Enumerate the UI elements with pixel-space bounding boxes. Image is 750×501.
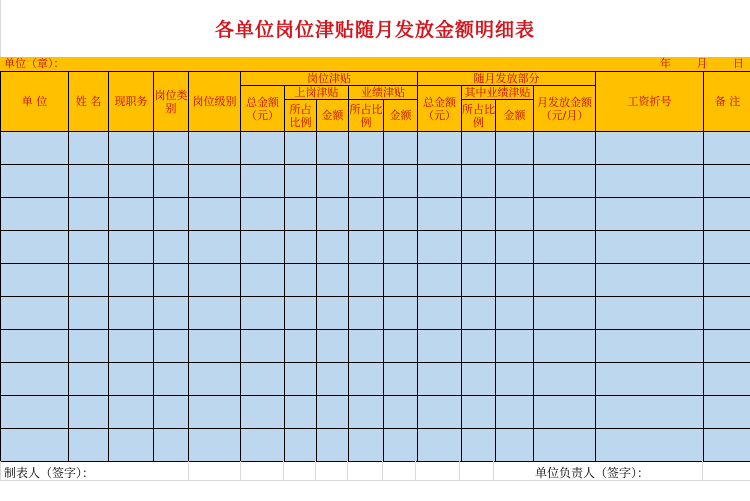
table-cell[interactable] — [285, 264, 317, 297]
table-cell[interactable] — [154, 132, 189, 165]
table-cell[interactable] — [462, 363, 496, 396]
table-cell[interactable] — [496, 231, 534, 264]
table-cell[interactable] — [462, 165, 496, 198]
table-cell[interactable] — [596, 165, 704, 198]
table-cell[interactable] — [496, 429, 534, 462]
table-cell[interactable] — [69, 429, 109, 462]
table-cell[interactable] — [241, 429, 285, 462]
table-cell[interactable] — [384, 165, 418, 198]
table-cell[interactable] — [418, 396, 462, 429]
table-cell[interactable] — [534, 330, 596, 363]
table-cell[interactable] — [384, 132, 418, 165]
table-cell[interactable] — [534, 198, 596, 231]
table-cell[interactable] — [384, 396, 418, 429]
table-cell[interactable] — [317, 165, 349, 198]
table-cell[interactable] — [704, 231, 750, 264]
table-cell[interactable] — [317, 396, 349, 429]
preparer-signature-label: 制表人（签字）： — [4, 466, 95, 480]
table-cell[interactable] — [534, 264, 596, 297]
table-cell[interactable] — [69, 198, 109, 231]
table-cell[interactable] — [534, 231, 596, 264]
table-row — [1, 330, 750, 363]
table-cell[interactable] — [189, 132, 241, 165]
table-cell[interactable] — [241, 165, 285, 198]
table-cell[interactable] — [317, 330, 349, 363]
table-cell[interactable] — [462, 429, 496, 462]
table-cell[interactable] — [496, 198, 534, 231]
table-row — [1, 396, 750, 429]
table-cell[interactable] — [596, 231, 704, 264]
table-row — [1, 297, 750, 330]
table-cell[interactable] — [534, 429, 596, 462]
table-row — [1, 165, 750, 198]
table-cell[interactable] — [241, 363, 285, 396]
table-cell[interactable] — [317, 363, 349, 396]
table-cell[interactable] — [349, 198, 384, 231]
table-cell[interactable] — [189, 231, 241, 264]
table-cell[interactable] — [109, 165, 154, 198]
detail-table — [0, 71, 750, 462]
table-cell[interactable] — [418, 297, 462, 330]
table-cell[interactable] — [496, 132, 534, 165]
table-cell[interactable] — [109, 330, 154, 363]
table-cell[interactable] — [154, 231, 189, 264]
table-cell[interactable] — [496, 396, 534, 429]
unit-row — [0, 57, 750, 71]
table-cell[interactable] — [496, 297, 534, 330]
table-cell[interactable] — [285, 363, 317, 396]
table-cell[interactable] — [241, 396, 285, 429]
table-cell[interactable] — [69, 330, 109, 363]
table-cell[interactable] — [704, 429, 750, 462]
table-cell[interactable] — [241, 297, 285, 330]
table-row — [1, 429, 750, 462]
header-monthly-perf-amount: 金额 — [496, 100, 534, 132]
unit-label: 单位（章）： — [4, 57, 65, 70]
table-cell[interactable] — [418, 429, 462, 462]
table-cell[interactable] — [349, 297, 384, 330]
unit-head-signature-label: 单位负责人（签字）： — [535, 466, 650, 480]
table-cell[interactable] — [384, 231, 418, 264]
header-post-level: 岗位级别 — [189, 72, 241, 132]
header-perf-amount: 金额 — [384, 100, 418, 132]
header-performance-allowance: 业绩津贴 — [349, 86, 418, 100]
table-cell[interactable] — [596, 363, 704, 396]
table-cell[interactable] — [349, 330, 384, 363]
table-cell[interactable] — [241, 231, 285, 264]
table-cell[interactable] — [1, 363, 69, 396]
table-cell[interactable] — [462, 396, 496, 429]
table-cell[interactable] — [534, 363, 596, 396]
table-cell[interactable] — [462, 297, 496, 330]
table-cell[interactable] — [496, 363, 534, 396]
month-label: 月 — [696, 57, 708, 70]
table-cell[interactable] — [154, 198, 189, 231]
header-monthly-perf-ratio: 所占比例 — [462, 100, 496, 132]
table-cell[interactable] — [317, 132, 349, 165]
table-cell[interactable] — [418, 231, 462, 264]
table-cell[interactable] — [154, 363, 189, 396]
table-cell[interactable] — [285, 231, 317, 264]
table-cell[interactable] — [1, 132, 69, 165]
table-cell[interactable] — [1, 198, 69, 231]
header-unit: 单 位 — [1, 72, 69, 132]
header-post-allowance: 岗位津贴 — [241, 72, 418, 86]
footer — [0, 461, 750, 501]
header-monthly-part: 随月发放部分 — [418, 72, 596, 86]
table-cell[interactable] — [418, 198, 462, 231]
table-cell[interactable] — [1, 264, 69, 297]
table-cell[interactable] — [285, 132, 317, 165]
table-cell[interactable] — [384, 363, 418, 396]
header-name: 姓 名 — [69, 72, 109, 132]
date-fields — [638, 57, 744, 71]
table-cell[interactable] — [109, 429, 154, 462]
table-cell[interactable] — [154, 297, 189, 330]
table-cell[interactable] — [189, 330, 241, 363]
header-monthly-perf-allowance: 其中业绩津贴 — [462, 86, 534, 100]
table-cell[interactable] — [534, 165, 596, 198]
table-cell[interactable] — [285, 165, 317, 198]
table-cell[interactable] — [596, 132, 704, 165]
header-perf-ratio: 所占比例 — [349, 100, 384, 132]
table-cell[interactable] — [596, 330, 704, 363]
table-row — [1, 264, 750, 297]
table-cell[interactable] — [241, 264, 285, 297]
table-cell[interactable] — [418, 363, 462, 396]
table-cell[interactable] — [596, 264, 704, 297]
table-cell[interactable] — [189, 264, 241, 297]
table-cell[interactable] — [462, 132, 496, 165]
table-cell[interactable] — [317, 198, 349, 231]
table-cell[interactable] — [534, 297, 596, 330]
table-cell[interactable] — [154, 330, 189, 363]
table-cell[interactable] — [349, 429, 384, 462]
header-upper-ratio: 所占比例 — [285, 100, 317, 132]
table-cell[interactable] — [496, 330, 534, 363]
table-cell[interactable] — [285, 429, 317, 462]
table-cell[interactable] — [1, 396, 69, 429]
table-cell[interactable] — [704, 264, 750, 297]
header-monthly-total: 总金额（元） — [418, 86, 462, 132]
table-cell[interactable] — [189, 429, 241, 462]
table-cell[interactable] — [241, 132, 285, 165]
table-cell[interactable] — [69, 363, 109, 396]
table-cell[interactable] — [418, 165, 462, 198]
table-cell[interactable] — [285, 396, 317, 429]
table-cell[interactable] — [109, 396, 154, 429]
table-cell[interactable] — [69, 165, 109, 198]
table-cell[interactable] — [534, 396, 596, 429]
table-cell[interactable] — [384, 198, 418, 231]
table-cell[interactable] — [109, 297, 154, 330]
table-cell[interactable] — [418, 132, 462, 165]
table-row — [1, 363, 750, 396]
table-cell[interactable] — [1, 297, 69, 330]
header-upper-amount: 金额 — [317, 100, 349, 132]
table-cell[interactable] — [496, 264, 534, 297]
table-cell[interactable] — [1, 330, 69, 363]
table-cell[interactable] — [189, 165, 241, 198]
table-cell[interactable] — [349, 165, 384, 198]
table-cell[interactable] — [154, 264, 189, 297]
table-cell[interactable] — [69, 264, 109, 297]
table-cell[interactable] — [109, 198, 154, 231]
table-cell[interactable] — [241, 330, 285, 363]
table-cell[interactable] — [462, 231, 496, 264]
table-cell[interactable] — [704, 363, 750, 396]
table-cell[interactable] — [285, 330, 317, 363]
table-cell[interactable] — [189, 297, 241, 330]
table-cell[interactable] — [462, 264, 496, 297]
table-cell[interactable] — [349, 264, 384, 297]
header-salary-account: 工资折号 — [596, 72, 704, 132]
table-cell[interactable] — [69, 132, 109, 165]
table-cell[interactable] — [109, 264, 154, 297]
table-cell[interactable] — [462, 198, 496, 231]
table-cell[interactable] — [349, 396, 384, 429]
table-cell[interactable] — [189, 396, 241, 429]
table-cell[interactable] — [189, 363, 241, 396]
table-cell[interactable] — [317, 264, 349, 297]
table-cell[interactable] — [285, 297, 317, 330]
table-cell[interactable] — [384, 297, 418, 330]
table-cell[interactable] — [704, 396, 750, 429]
header-current-position: 现职务 — [109, 72, 154, 132]
table-cell[interactable] — [349, 363, 384, 396]
table-cell[interactable] — [596, 198, 704, 231]
table-cell[interactable] — [704, 198, 750, 231]
table-cell[interactable] — [704, 165, 750, 198]
table-row — [1, 231, 750, 264]
table-cell[interactable] — [285, 198, 317, 231]
table-cell[interactable] — [317, 297, 349, 330]
table-cell[interactable] — [704, 330, 750, 363]
table-cell[interactable] — [241, 198, 285, 231]
table-cell[interactable] — [69, 297, 109, 330]
table-cell[interactable] — [384, 264, 418, 297]
header-remarks: 备 注 — [704, 72, 750, 132]
header-post-category: 岗位类别 — [154, 72, 189, 132]
table-cell[interactable] — [109, 363, 154, 396]
table-cell[interactable] — [384, 429, 418, 462]
table-cell[interactable] — [154, 165, 189, 198]
table-cell[interactable] — [109, 231, 154, 264]
table-cell[interactable] — [154, 396, 189, 429]
table-row — [1, 198, 750, 231]
table-cell[interactable] — [496, 165, 534, 198]
table-cell[interactable] — [154, 429, 189, 462]
table-cell[interactable] — [317, 429, 349, 462]
table-cell[interactable] — [418, 330, 462, 363]
table-cell[interactable] — [1, 165, 69, 198]
table-cell[interactable] — [189, 198, 241, 231]
table-cell[interactable] — [596, 297, 704, 330]
table-cell[interactable] — [349, 132, 384, 165]
table-cell[interactable] — [534, 132, 596, 165]
table-cell[interactable] — [349, 231, 384, 264]
table-cell[interactable] — [1, 231, 69, 264]
table-cell[interactable] — [69, 396, 109, 429]
sheet-title: 各单位岗位津贴随月发放金额明细表 — [214, 19, 535, 41]
table-cell[interactable] — [418, 264, 462, 297]
table-row — [1, 132, 750, 165]
header-post-total: 总金额（元） — [241, 86, 285, 132]
table-cell[interactable] — [1, 429, 69, 462]
table-cell[interactable] — [596, 396, 704, 429]
table-cell[interactable] — [69, 231, 109, 264]
table-cell[interactable] — [317, 231, 349, 264]
table-cell[interactable] — [384, 330, 418, 363]
table-cell[interactable] — [704, 132, 750, 165]
header-monthly-payment: 月发放金额（元/月） — [534, 86, 596, 132]
table-cell[interactable] — [596, 429, 704, 462]
year-label: 年 — [660, 57, 671, 70]
day-label: 日 — [733, 57, 744, 70]
header-upper-post-allowance: 上岗津贴 — [285, 86, 349, 100]
table-cell[interactable] — [462, 330, 496, 363]
table-cell[interactable] — [109, 132, 154, 165]
table-cell[interactable] — [704, 297, 750, 330]
